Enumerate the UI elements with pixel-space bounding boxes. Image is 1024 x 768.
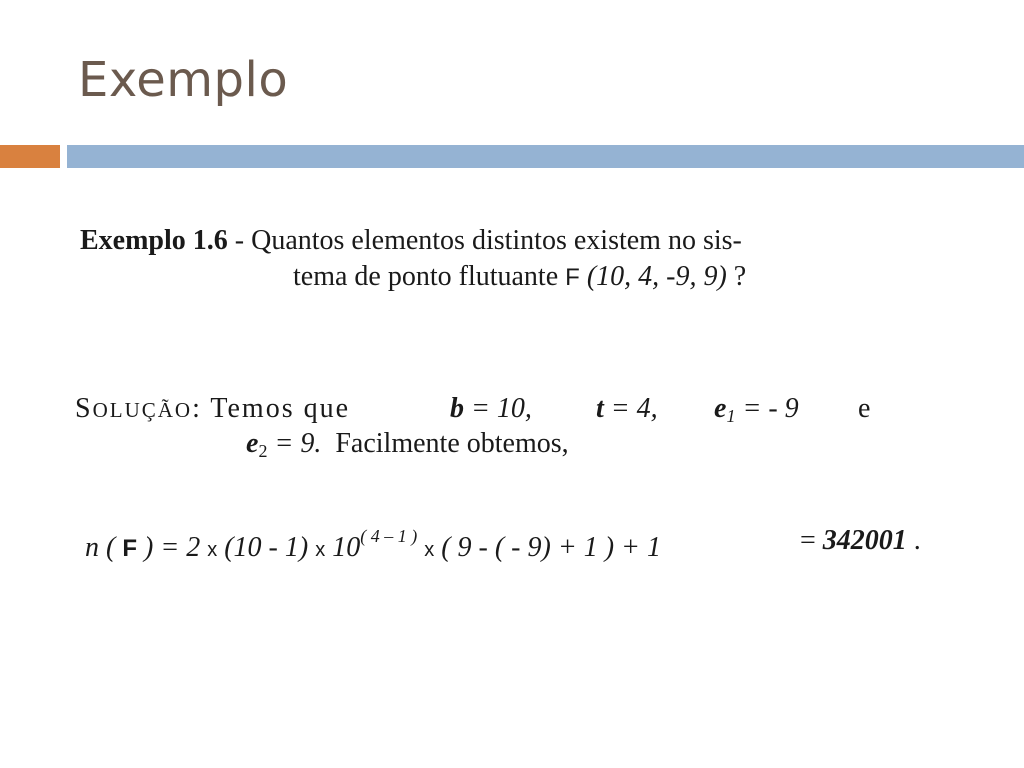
solution-colon: :: [192, 393, 202, 424]
result-eq: =: [800, 525, 823, 556]
e1-subscript: 1: [726, 406, 736, 426]
e1-value: = - 9: [735, 393, 799, 424]
var-t: t: [596, 393, 604, 424]
solution-temos: Temos que: [201, 393, 351, 424]
solution-S: S: [75, 393, 93, 424]
slide-title: Exemplo: [78, 52, 289, 108]
question-separator: -: [227, 225, 252, 256]
formula-n: n (: [85, 532, 116, 563]
conjunction-e: [858, 395, 870, 423]
conjunction-text: e: [858, 393, 871, 424]
var-b: b: [450, 393, 464, 424]
facil-text: Facilmente obtemos,: [335, 428, 569, 459]
formula-part-2: (10 - 1): [224, 532, 309, 563]
b-value: = 10,: [464, 393, 532, 424]
question-mark: ?: [726, 261, 747, 292]
accent-bar-orange: [0, 145, 60, 168]
result-value: 342001: [822, 525, 907, 556]
system-F: F: [565, 264, 580, 291]
var-e2: e: [246, 428, 259, 459]
e2-subscript: 2: [258, 441, 268, 461]
times-sign-1: x: [207, 539, 218, 561]
result-end: .: [906, 525, 921, 556]
formula-part-1: ) = 2: [144, 532, 201, 563]
question-line-2: [293, 263, 746, 291]
formula-part-3: 10: [332, 532, 361, 563]
param-e1: [714, 395, 799, 425]
formula-part-4: ( 9 - ( - 9) + 1 ) + 1: [441, 532, 661, 563]
formula-exponent: ( 4 – 1 ): [360, 526, 418, 546]
formula-F: F: [122, 535, 137, 562]
system-args: (10, 4, -9, 9): [586, 261, 727, 292]
t-value: = 4,: [603, 393, 658, 424]
formula-line: [85, 527, 661, 562]
accent-bar-blue: [67, 145, 1024, 168]
param-b: [450, 395, 532, 423]
param-t: [596, 395, 658, 423]
example-label: Exemplo 1.6: [80, 225, 228, 256]
question-text-2: tema de ponto flutuante: [293, 261, 566, 292]
formula-result: [800, 527, 921, 555]
solution-line-2: [246, 430, 569, 460]
e2-value: = 9.: [267, 428, 322, 459]
question-line-1: [80, 227, 742, 255]
var-e1: e: [714, 393, 727, 424]
solution-line-1: [75, 395, 350, 423]
times-sign-3: x: [424, 539, 435, 561]
times-sign-2: x: [315, 539, 326, 561]
question-text-1: Quantos elementos distintos existem no sis-: [251, 225, 742, 256]
solution-oluc: OLUÇÃO: [92, 398, 193, 422]
